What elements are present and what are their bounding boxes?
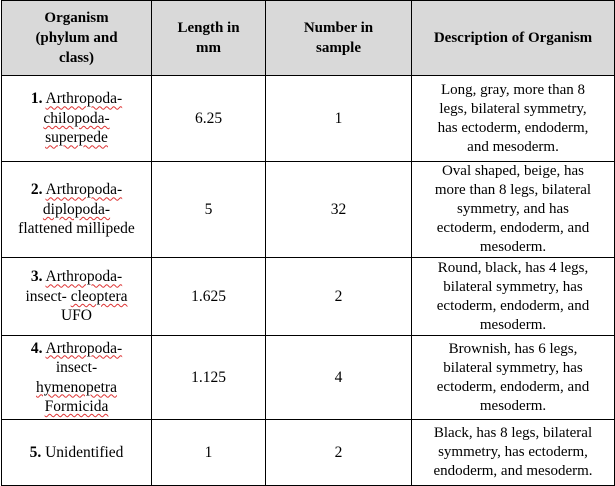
count-cell: 4 bbox=[266, 336, 412, 420]
header-length-line: Length in bbox=[177, 20, 240, 36]
description-line: ectoderm, endoderm, and bbox=[436, 378, 590, 395]
length-cell: 1.125 bbox=[152, 336, 266, 420]
length-cell: 6.25 bbox=[152, 76, 266, 162]
description-line: Black, has 8 legs, bilateral bbox=[433, 425, 593, 441]
description-cell bbox=[412, 162, 615, 258]
count-cell: 2 bbox=[266, 420, 412, 486]
description-line: symmetry, has ectoderm, bbox=[438, 444, 588, 460]
description-line: bilateral symmetry, has bbox=[443, 359, 583, 376]
description-line: and mesoderm. bbox=[467, 138, 559, 155]
description-cell bbox=[412, 420, 615, 486]
header-organism-line: (phylum and bbox=[35, 30, 118, 46]
header-description bbox=[412, 1, 615, 76]
description-cell bbox=[412, 76, 615, 162]
organism-name-line: superpede bbox=[45, 129, 108, 147]
length-cell: 1.625 bbox=[152, 258, 266, 336]
table-row bbox=[2, 162, 615, 258]
organism-name-line: Arthropoda- bbox=[45, 339, 123, 357]
description-line: more than 8 legs, bilateral bbox=[434, 182, 592, 198]
organism-name-line: Arthropoda- bbox=[45, 90, 123, 108]
header-number-line: Number in bbox=[303, 20, 374, 36]
header-organism-line: Organism bbox=[44, 10, 109, 26]
organism-name-line: Arthropoda- bbox=[45, 181, 123, 199]
organism-name-line: chilopoda- bbox=[43, 109, 110, 127]
count-cell: 32 bbox=[266, 162, 412, 258]
organism-name-line: hymenopetra bbox=[36, 378, 117, 396]
header-description-text: Description of Organism bbox=[433, 30, 593, 46]
table-row bbox=[2, 336, 615, 420]
organism-name-line: Formicida bbox=[44, 398, 109, 415]
organism-name-line: Arthropoda- bbox=[45, 268, 123, 286]
description-line: Oval shaped, beige, has bbox=[441, 163, 585, 179]
table-row bbox=[2, 258, 615, 336]
count-cell: 2 bbox=[266, 258, 412, 336]
description-line: Round, black, has 4 legs, bbox=[437, 259, 589, 276]
description-line: ectoderm, endoderm, and bbox=[436, 297, 590, 314]
table-row bbox=[2, 76, 615, 162]
description-line: legs, bilateral symmetry, bbox=[439, 100, 587, 117]
description-line: Brownish, has 6 legs, bbox=[448, 340, 578, 357]
organism-cell bbox=[2, 336, 152, 420]
description-line: ectoderm, endoderm, and bbox=[436, 220, 590, 236]
organism-name-line: cleoptera bbox=[70, 287, 128, 305]
description-line: mesoderm. bbox=[479, 239, 547, 255]
table-row bbox=[2, 420, 615, 486]
header-organism-line: class) bbox=[59, 50, 94, 66]
description-line: bilateral symmetry, has bbox=[443, 278, 583, 295]
description-line: mesoderm. bbox=[479, 316, 547, 333]
header-organism bbox=[2, 1, 152, 76]
organism-cell bbox=[2, 162, 152, 258]
organism-name-line: flattened millipede bbox=[18, 220, 135, 238]
row-number: 4. bbox=[30, 339, 43, 357]
length-cell: 5 bbox=[152, 162, 266, 258]
description-line: symmetry, and has bbox=[457, 201, 569, 217]
description-line: endoderm, and mesoderm. bbox=[433, 463, 593, 479]
row-number: 5. bbox=[29, 443, 42, 461]
organism-table bbox=[1, 0, 615, 486]
row-number: 1. bbox=[30, 90, 43, 108]
description-cell bbox=[412, 258, 615, 336]
organism-name-line: insect- bbox=[25, 287, 71, 305]
description-line: Long, gray, more than 8 bbox=[441, 81, 585, 98]
row-number: 2. bbox=[30, 181, 43, 199]
description-line: mesoderm. bbox=[479, 397, 547, 414]
count-cell: 1 bbox=[266, 76, 412, 162]
organism-name-line: insect- bbox=[55, 359, 98, 376]
row-number: 3. bbox=[30, 268, 43, 286]
organism-name-line: Unidentified bbox=[45, 443, 124, 461]
header-number-line: sample bbox=[316, 40, 361, 56]
organism-cell bbox=[2, 258, 152, 336]
organism-name-line: diplopoda- bbox=[42, 200, 111, 218]
description-cell bbox=[412, 336, 615, 420]
header-row bbox=[2, 1, 615, 76]
organism-cell bbox=[2, 420, 152, 486]
description-line: has ectoderm, endoderm, bbox=[437, 119, 589, 136]
header-number bbox=[266, 1, 412, 76]
organism-cell bbox=[2, 76, 152, 162]
length-cell: 1 bbox=[152, 420, 266, 486]
organism-name-line: UFO bbox=[60, 307, 92, 325]
header-length-line: mm bbox=[196, 40, 221, 56]
header-length bbox=[152, 1, 266, 76]
